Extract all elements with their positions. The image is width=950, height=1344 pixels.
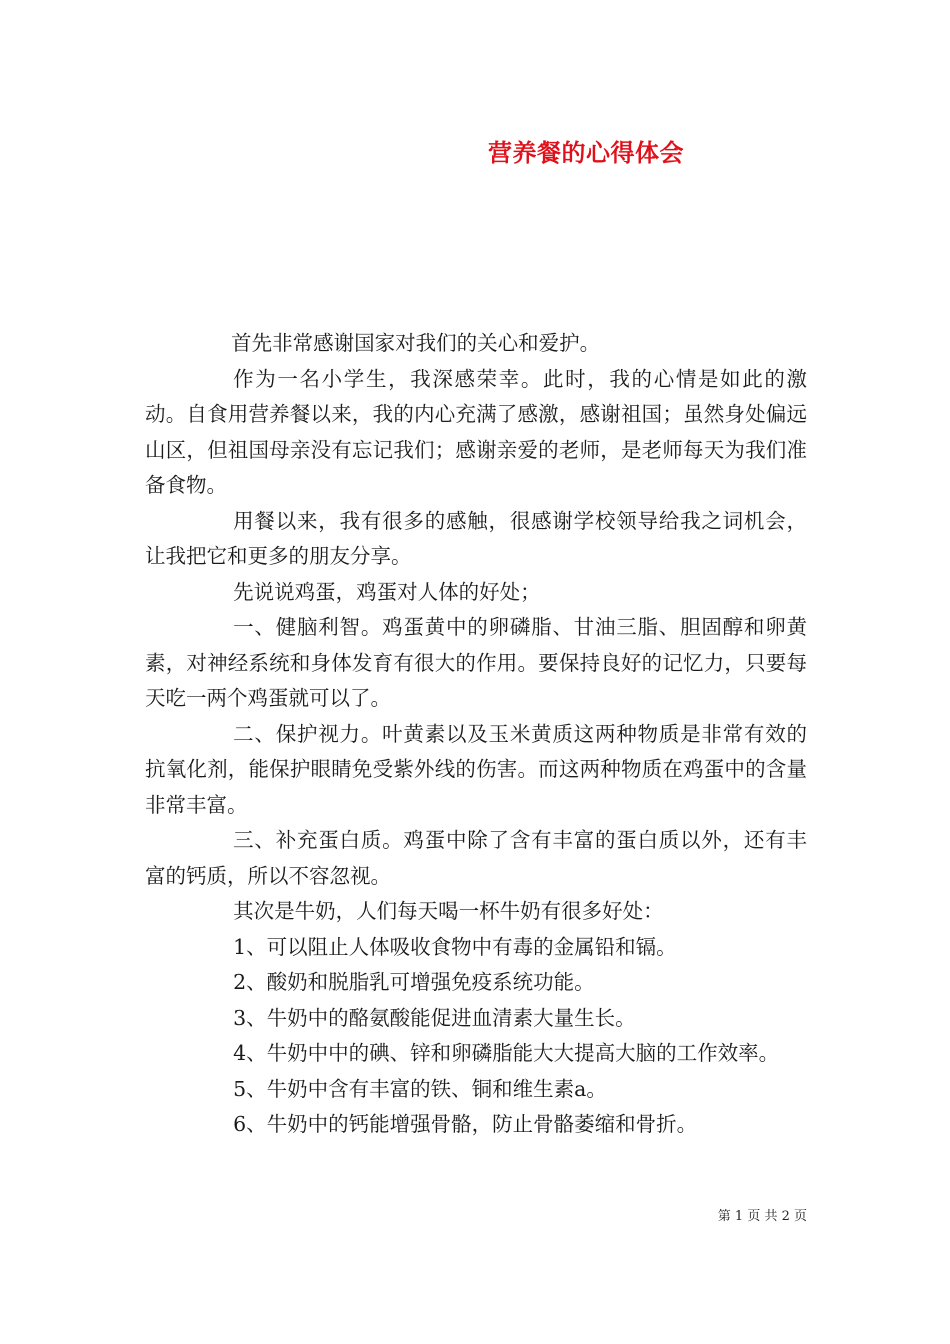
paragraph-5: 一、健脑利智。鸡蛋黄中的卵磷脂、甘油三脂、胆固醇和卵黄素，对神经系统和身体发育有很大的作用。要保持良好的记忆力，只要每天吃一两个鸡蛋就可以了。 [145,615,807,710]
list-item-5: 5、牛奶中含有丰富的铁、铜和维生素a。 [233,1076,607,1101]
paragraph-3: 用餐以来，我有很多的感触，很感谢学校领导给我之词机会，让我把它和更多的朋友分享。 [145,508,807,568]
list-item-1: 1、可以阻止人体吸收食物中有毒的金属铅和镉。 [233,934,677,959]
list-item-2: 2、酸奶和脱脂乳可增强免疫系统功能。 [233,970,595,994]
page-number-footer: 第 1 页 共 2 页 [717,1209,807,1224]
list-item-3: 3、牛奶中的酪氨酸能促进血清素大量生长。 [233,1005,636,1030]
list-item-6: 6、牛奶中的钙能增强骨骼，防止骨骼萎缩和骨折。 [233,1112,698,1136]
paragraph-1: 首先非常感谢国家对我们的关心和爱护。 [231,331,601,355]
document-title: 营养餐的心得体会 [488,139,684,167]
paragraph-2: 作为一名小学生，我深感荣幸。此时，我的心情是如此的激动。自食用营养餐以来，我的内心充满了感激，感谢祖国；虽然身处偏远山区，但祖国母亲没有忘记我们；感谢亲爱的老师，是老师每天为我们准备食物。 [145,366,807,497]
list-item-4: 4、牛奶中中的碘、锌和卵磷脂能大大提高大脑的工作效率。 [233,1041,780,1065]
document-body [145,326,807,1143]
paragraph-4: 先说说鸡蛋，鸡蛋对人体的好处； [233,579,541,604]
paragraph-6: 二、保护视力。叶黄素以及玉米黄质这两种物质是非常有效的抗氧化剂，能保护眼睛免受紫外线的伤害。而这两种物质在鸡蛋中的含量非常丰富。 [145,721,807,817]
paragraph-7: 三、补充蛋白质。鸡蛋中除了含有丰富的蛋白质以外，还有丰富的钙质，所以不容忽视。 [145,828,807,888]
paragraph-8: 其次是牛奶，人们每天喝一杯牛奶有很多好处： [233,899,664,923]
